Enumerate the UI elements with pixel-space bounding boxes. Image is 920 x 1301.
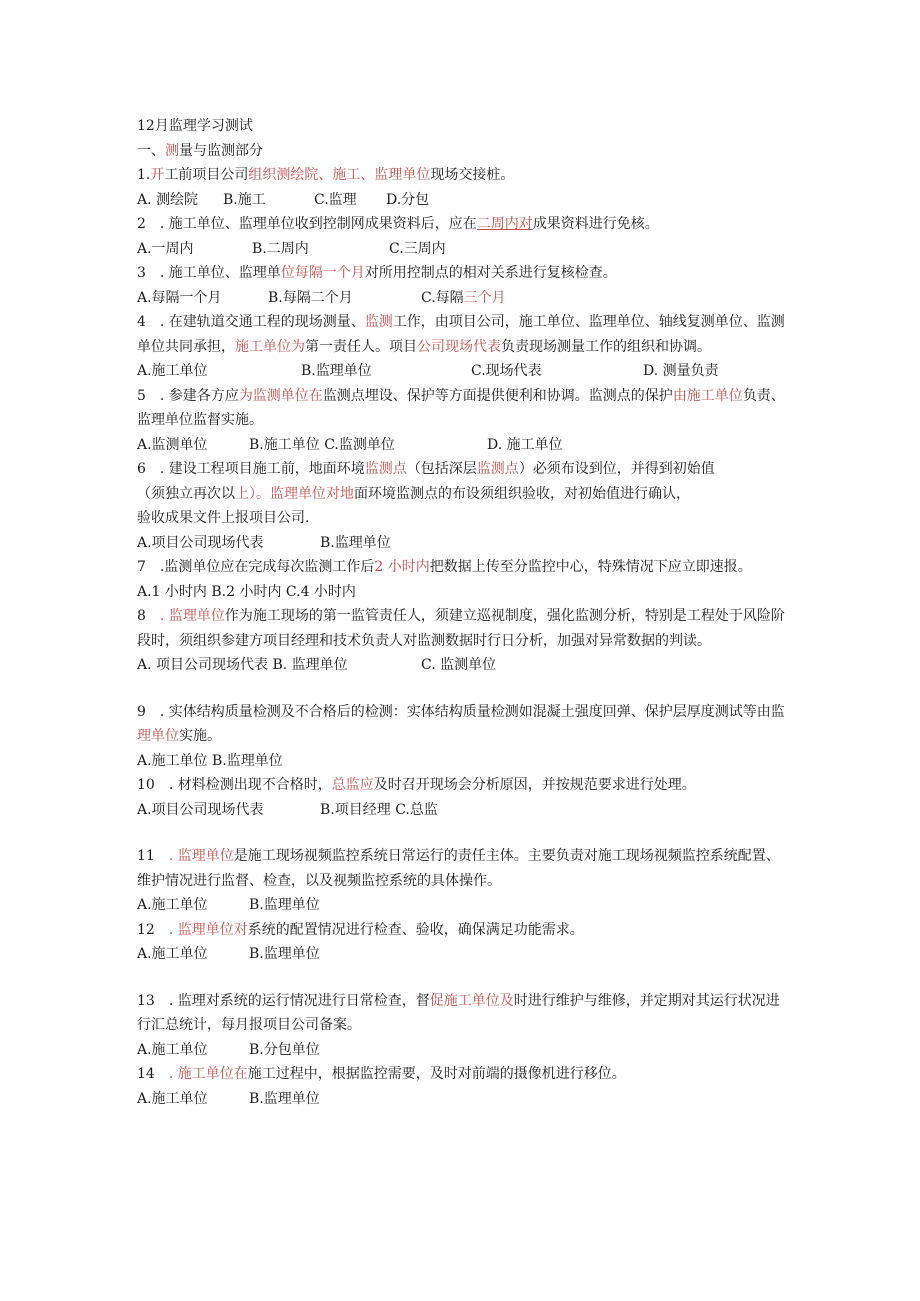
highlighted-text: . 施工单位在 [168, 1066, 248, 1082]
text-run: 把数据上传至分监控中心，特殊情况下应立即速报。 [429, 559, 752, 575]
question-9 [137, 700, 787, 749]
text-run: （须独立再次以 [137, 485, 235, 502]
question-6-line-3: 验收成果文件上报项目公司. [137, 510, 310, 526]
options-14 [137, 1087, 787, 1112]
options-9 [137, 749, 787, 774]
option: B.二周内 [252, 240, 309, 257]
option: A. 测绘院 [137, 191, 199, 208]
text-run: 2 . 施工单位、监理单位收到控制网成果资料后，应在 [137, 216, 477, 232]
option: A.施工单位 [137, 946, 208, 962]
option: A.项目公司现场代表 [137, 534, 264, 551]
question-2 [137, 212, 787, 237]
text-run: 12 [137, 921, 169, 938]
text-run: 14 [137, 1066, 169, 1082]
question-8 [137, 604, 787, 653]
spacer [137, 678, 787, 700]
option: B.分包单位 [249, 1041, 320, 1058]
question-6 [137, 457, 787, 482]
option: B.项目经理 C.总监 [320, 801, 438, 818]
text-run: 成果资料进行免核。 [532, 216, 659, 232]
option: B.施工单位 C.监测单位 [249, 436, 395, 453]
question-13 [137, 989, 787, 1038]
highlighted-text: 监测点 [476, 461, 519, 477]
question-14 [137, 1062, 787, 1087]
highlighted-text: 理单位 [137, 728, 179, 744]
option: D. 测量负责 [643, 363, 719, 379]
options-3 [137, 286, 787, 311]
option: C. 监测单位 [421, 657, 497, 673]
options-7 [137, 580, 787, 605]
section-heading [137, 139, 787, 164]
question-7 [137, 555, 787, 580]
text-run: 负责现场测量工作的组织和协调。 [501, 338, 711, 355]
highlighted-text: . 监理单位 [168, 848, 234, 864]
option: B.监理单位 [320, 534, 391, 551]
text-run: 时进行维护与维修，并定期对其运行状况进行汇总统计，每月报项目公司备案。 [137, 992, 780, 1033]
highlighted-text: 上）。监理单位对地 [235, 485, 354, 502]
text-run: 系统的配置情况进行检查、验收，确保满足功能需求。 [247, 921, 584, 938]
option: A.施工单位 [137, 1090, 208, 1107]
option: A.每隔一个月 [137, 289, 222, 306]
option: A. 项目公司现场代表 B. 监理单位 [137, 657, 348, 673]
option: D. 施工单位 [487, 436, 563, 453]
option: B.监理单位 [301, 363, 372, 379]
option: B.每隔二个月 [268, 289, 353, 306]
question-6-line-2 [137, 482, 787, 507]
text-run: 施工过程中，根据监控需要，及时对前端的摄像机进行移位。 [247, 1066, 626, 1082]
option: A.施工单位 B.监理单位 [137, 752, 283, 769]
option: C.现场代表 [471, 363, 542, 379]
options-13 [137, 1038, 787, 1063]
section-red: 测 [165, 142, 179, 159]
text-run: 11 [137, 848, 169, 864]
text-run: C.每隔 [421, 289, 464, 306]
highlighted-text: 由施工单位 [672, 387, 743, 404]
text-run: ）必须布设到位，并得到初始值 [518, 461, 715, 477]
text-run: 13 . 监理对系统的运行情况进行日常检查，督 [137, 992, 430, 1009]
options-1 [137, 188, 787, 213]
text-run: 是施工现场视频监控系统日常运行的责任主体。主要负责对施工现场视频监控系统配置、维护情况进行监督、检查，以及视频监控系统的具体操作。 [137, 848, 780, 889]
question-12 [137, 918, 787, 943]
option: A.1 小时内 B.2 小时内 C.4 小时内 [137, 583, 356, 600]
highlighted-text: 促施工单位及 [429, 992, 514, 1009]
text-run: 10 . 材料检测出现不合格时， [137, 777, 332, 793]
text-run: 第一责任人。项目 [305, 338, 417, 355]
question-4 [137, 310, 787, 359]
option [421, 286, 506, 311]
text-run: 工作，由项目公司，施工单位、监理单位、轴线复测单位、监测单位共同承担， [137, 314, 785, 355]
options-10 [137, 798, 787, 823]
document-content [137, 114, 787, 1111]
option: A.监测单位 [137, 436, 208, 453]
option: B.监理单位 [249, 897, 320, 913]
option: B.监理单位 [249, 1090, 320, 1107]
question-1 [137, 163, 787, 188]
highlighted-text: 开 [150, 167, 165, 183]
text-run: （包括深层 [406, 461, 477, 477]
option: A.施工单位 [137, 363, 208, 379]
highlighted-text: 监测 [364, 314, 393, 330]
spacer [137, 822, 787, 844]
options-5 [137, 433, 787, 458]
text-run: 作为施工现场的第一监管责任人，须建立巡视制度，强化监测分析，特别是工程处于风险阶段时，须组织参建方项目经理和技术负责人对监测数据时行日分析，加强对异常数据的判读。 [137, 608, 785, 649]
option: A.一周内 [137, 240, 194, 257]
highlighted-text: 施工单位为 [235, 338, 305, 355]
highlighted-text: 三个月 [463, 289, 506, 306]
options-2 [137, 237, 787, 262]
text-run: 7 .监测单位应在完成每次监测工作后 [137, 559, 375, 575]
options-6 [137, 531, 787, 556]
highlighted-text: 二周内对 [476, 216, 533, 232]
option: C.三周内 [389, 240, 446, 257]
highlighted-text: . 监理单位对 [168, 921, 248, 938]
option: C.监理 [314, 191, 357, 208]
question-5 [137, 384, 787, 433]
option: B.施工 [223, 191, 266, 208]
options-8 [137, 653, 787, 678]
highlighted-text: 为监测单位在 [238, 387, 323, 404]
question-11 [137, 844, 787, 893]
text-run: 9 . 实体结构质量检测及不合格后的检测：实体结构质量检测如混凝土强度回弹、保护层厚度测试等由监 [137, 703, 785, 720]
text-run: 1. [137, 167, 151, 183]
highlighted-text: 组织测绘院、施工、监理单位 [248, 167, 431, 183]
text-run: 5 . 参建各方应 [137, 387, 239, 404]
text-run: 现场交接桩。 [430, 167, 515, 183]
highlighted-text: 监测点 [364, 461, 407, 477]
section-rest: 量与监测部分 [179, 142, 263, 159]
spacer [137, 967, 787, 989]
highlighted-text: . 监理单位 [159, 608, 225, 624]
document-title: 12月监理学习测试 [137, 118, 253, 134]
text-run: 6 . 建设工程项目施工前，地面环境 [137, 461, 365, 477]
text-run: 4 . 在建轨道交通工程的现场测量、 [137, 314, 365, 330]
question-10 [137, 773, 787, 798]
text-run: 及时召开现场会分析原因，并按规范要求进行处理。 [373, 777, 696, 793]
option: B.监理单位 [249, 946, 320, 962]
text-run: 3 . 施工单位、监理单 [137, 265, 281, 281]
question-3 [137, 261, 787, 286]
options-11 [137, 893, 787, 918]
option: D.分包 [386, 191, 430, 208]
text-run: 负责、监理单位监督实施。 [137, 387, 785, 428]
highlighted-text: 位每隔一个月 [280, 265, 365, 281]
highlighted-text: 总监应 [331, 777, 374, 793]
highlighted-text: 公司现场代表 [417, 338, 501, 355]
option: A.施工单位 [137, 1041, 208, 1058]
text-run: 工前项目公司 [164, 167, 249, 183]
text-run: 对所用控制点的相对关系进行复核检查。 [364, 265, 617, 281]
options-4 [137, 359, 787, 384]
text-run: 面环境监测点的布设须组织验收，对初始值进行确认， [354, 485, 690, 502]
option: A.项目公司现场代表 [137, 801, 264, 818]
option: A.施工单位 [137, 897, 208, 913]
options-12 [137, 942, 787, 967]
section-prefix: 一、 [137, 142, 165, 159]
text-run: 实施。 [179, 728, 221, 744]
highlighted-text: 2 小时内 [374, 559, 430, 575]
text-run: 监测点埋设、保护等方面提供便利和协调。监测点的保护 [322, 387, 673, 404]
text-run: 8 [137, 608, 160, 624]
